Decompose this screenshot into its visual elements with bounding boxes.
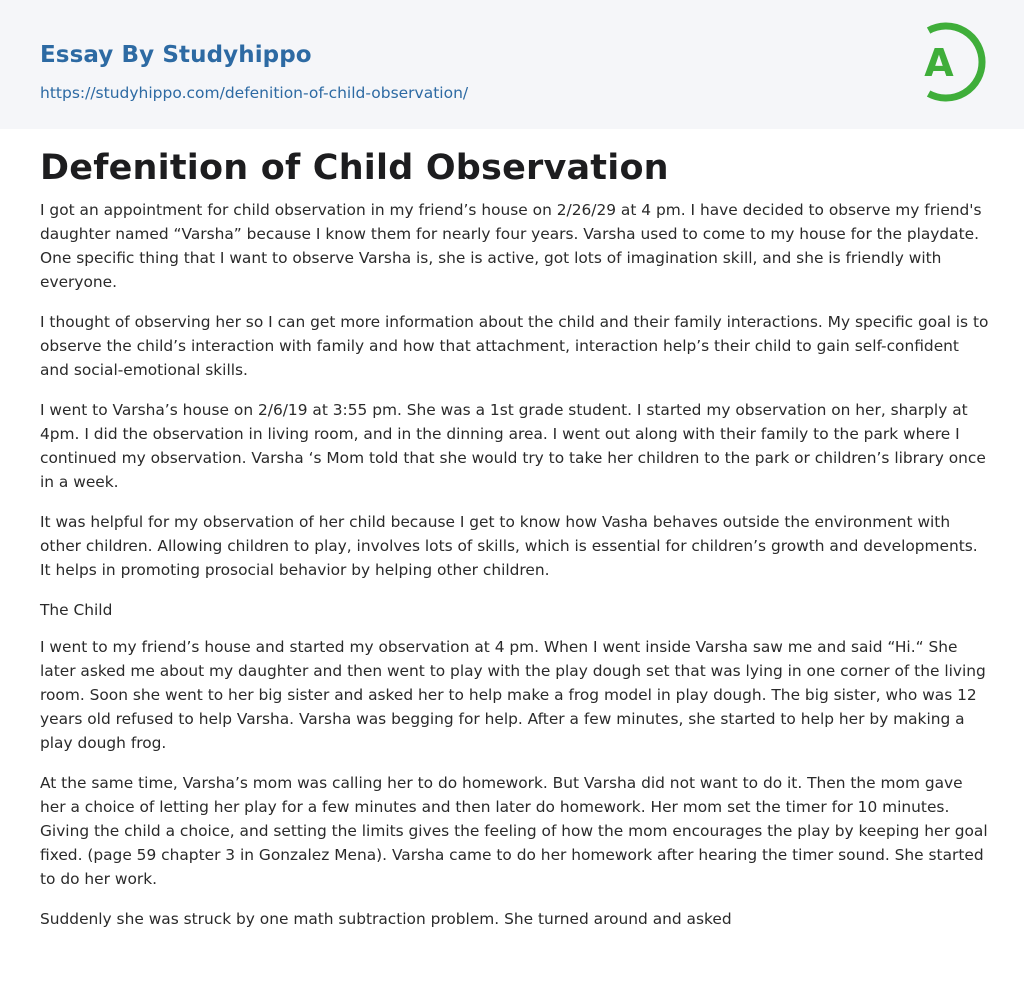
essay-content	[40, 144, 990, 947]
site-header	[0, 0, 1024, 129]
essay-paragraph: I went to Varsha’s house on 2/6/19 at 3:55 pm. She was a 1st grade student. I started my observation on her, sharply at 4pm. I did the observation in living room, and in the dinning area. I went out along with their family to the park where I continued my observation. Varsha ‘s Mom told that she would try to take her children to the park or children’s library once in a week.	[40, 401, 986, 491]
studyhippo-logo-icon[interactable]	[910, 18, 988, 106]
essay-paragraph: I went to my friend’s house and started my observation at 4 pm. When I went inside Varsha saw me and said “Hi.“ She later asked me about my daughter and then went to play with the play dough set that was lying in one corner of the living room. Soon she went to her big sister and asked her to help make a frog model in play dough. The big sister, who was 12 years old refused to help Varsha. Varsha was begging for help. After a few minutes, she started to help her by making a play dough frog.	[40, 638, 986, 752]
logo-letter: A	[924, 41, 954, 85]
essay-title: Defenition of Child Observation	[40, 148, 669, 188]
brand-title[interactable]: Essay By Studyhippo	[40, 42, 312, 68]
section-heading: The Child	[40, 601, 113, 619]
essay-paragraph: I thought of observing her so I can get more information about the child and their family interactions. My specific goal is to observe the child’s interaction with family and how that attachment, interaction help’s their child to gain self-confident and social-emotional skills.	[40, 313, 989, 379]
essay-url-link[interactable]: https://studyhippo.com/defenition-of-child-observation/	[40, 84, 469, 102]
essay-paragraph: It was helpful for my observation of her child because I get to know how Vasha behaves outside the environment with other children. Allowing children to play, involves lots of skills, which is essential for children’s growth and developments. It helps in promoting prosocial behavior by helping other children.	[40, 513, 978, 579]
essay-paragraph: Suddenly she was struck by one math subtraction problem. She turned around and asked	[40, 910, 732, 928]
essay-paragraph: At the same time, Varsha’s mom was calling her to do homework. But Varsha did not want to do it. Then the mom gave her a choice of letting her play for a few minutes and then later do homework. Her mom set the timer for 10 minutes. Giving the child a choice, and setting the limits gives the feeling of how the mom encourages the play by keeping her goal fixed. (page 59 chapter 3 in Gonzalez Mena). Varsha came to do her homework after hearing the timer sound. She started to do her work.	[40, 774, 988, 888]
essay-paragraph: I got an appointment for child observation in my friend’s house on 2/26/29 at 4 pm. I have decided to observe my friend's daughter named “Varsha” because I know them for nearly four years. Varsha used to come to my house for the playdate. One specific thing that I want to observe Varsha is, she is active, got lots of imagination skill, and she is friendly with everyone.	[40, 201, 982, 291]
